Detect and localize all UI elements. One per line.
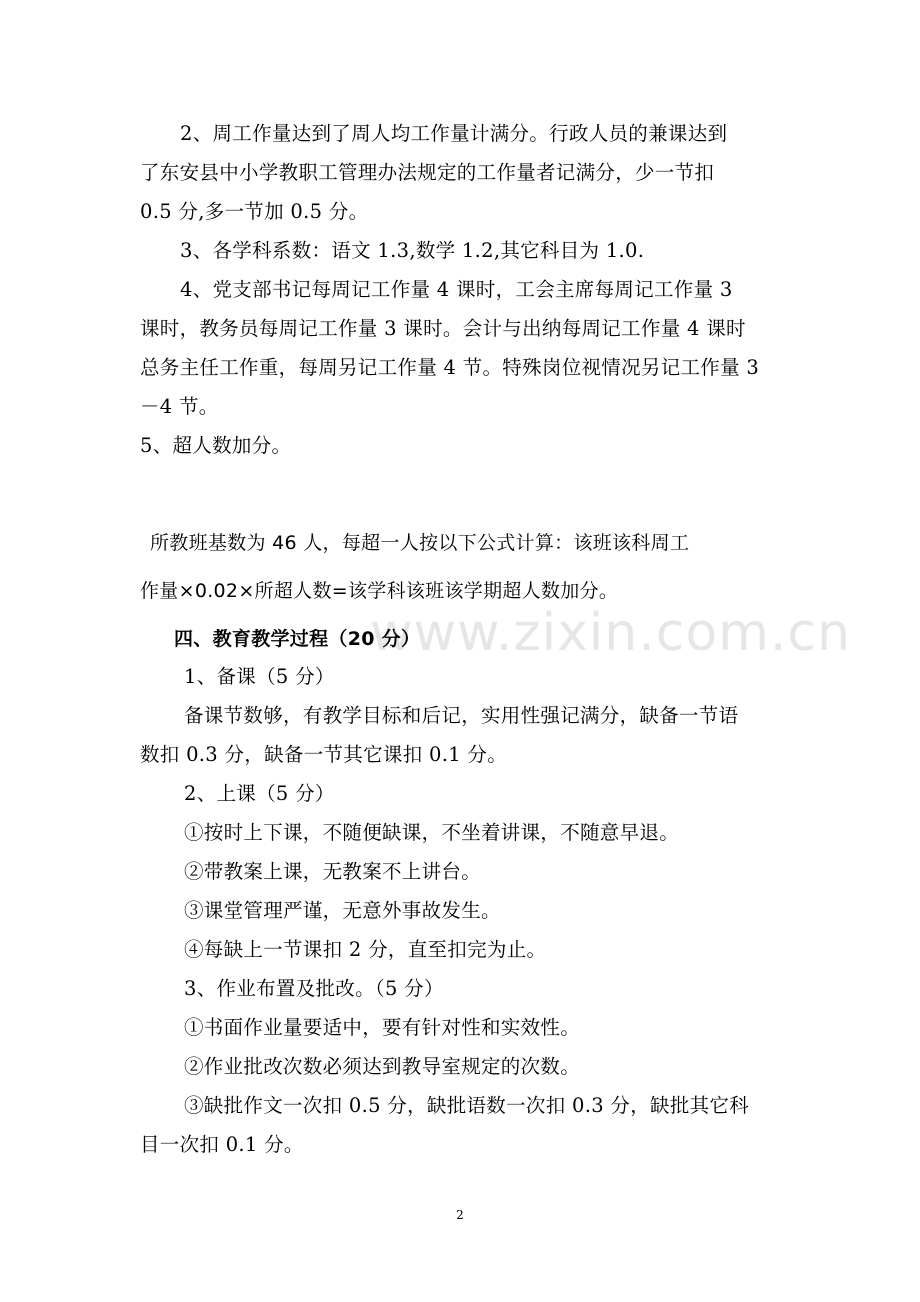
line-homework-rule-3: ③缺批作文一次扣 0.5 分，缺批语数一次扣 0.3 分，缺批其它科 (184, 1094, 750, 1117)
page-number: 2 (456, 1208, 464, 1222)
line-homework-rule-3-cont: 目一次扣 0.1 分。 (140, 1133, 304, 1156)
line-class-rule-2: ②带教案上课，无教案不上讲台。 (184, 860, 482, 883)
line-lesson-prep-deduction: 数扣 0.3 分，缺备一节其它课扣 0.1 分。 (140, 743, 508, 766)
line-general-affairs: 总务主任工作重，每周另记工作量 4 节。特殊岗位视情况另记工作量 3 (140, 356, 760, 379)
line-class-rule-4: ④每缺上一节课扣 2 分，直至扣完为止。 (184, 938, 547, 961)
subheading-homework: 3、作业布置及批改。（5 分） (184, 977, 444, 1000)
subheading-class: 2、上课（5 分） (184, 782, 335, 805)
line-academic-staff: 课时，教务员每周记工作量 3 课时。会计与出纳每周记工作量 4 课时 (140, 317, 746, 340)
line-subject-coefficient: 3、各学科系数：语文 1.3,数学 1.2,其它科目为 1.0. (180, 239, 645, 262)
line-homework-rule-1: ①书面作业量要适中，要有针对性和实效性。 (184, 1016, 581, 1039)
section-heading-teaching-process: 四、教育教学过程（20 分） (174, 628, 421, 650)
line-lesson-prep-rule: 备课节数够，有教学目标和后记，实用性强记满分，缺备一节语 (184, 704, 739, 727)
line-homework-rule-2: ②作业批改次数必须达到教导室规定的次数。 (184, 1055, 581, 1078)
line-special-posts: －4 节。 (140, 395, 219, 418)
line-workload-points: 0.5 分,多一节加 0.5 分。 (140, 200, 369, 223)
line-party-secretary: 4、党支部书记每周记工作量 4 课时，工会主席每周记工作量 3 (180, 278, 733, 301)
line-class-rule-3: ③课堂管理严谨，无意外事故发生。 (184, 899, 501, 922)
line-excess-students: 5、超人数加分。 (140, 434, 292, 457)
watermark: www.zixin.com.cn (370, 603, 851, 663)
line-workload-admin: 了东安县中小学教职工管理办法规定的工作量者记满分，少一节扣 (140, 161, 715, 184)
line-formula: 作量×0.02×所超人数=该学科该班该学期超人数加分。 (140, 580, 619, 602)
line-class-base: 所教班基数为 46 人，每超一人按以下公式计算：该班该科周工 (150, 532, 690, 554)
subheading-lesson-prep: 1、备课（5 分） (184, 665, 335, 688)
line-class-rule-1: ①按时上下课，不随便缺课，不坐着讲课，不随意早退。 (184, 821, 680, 844)
line-workload-full-score: 2、周工作量达到了周人均工作量计满分。行政人员的兼课达到 (180, 122, 728, 145)
